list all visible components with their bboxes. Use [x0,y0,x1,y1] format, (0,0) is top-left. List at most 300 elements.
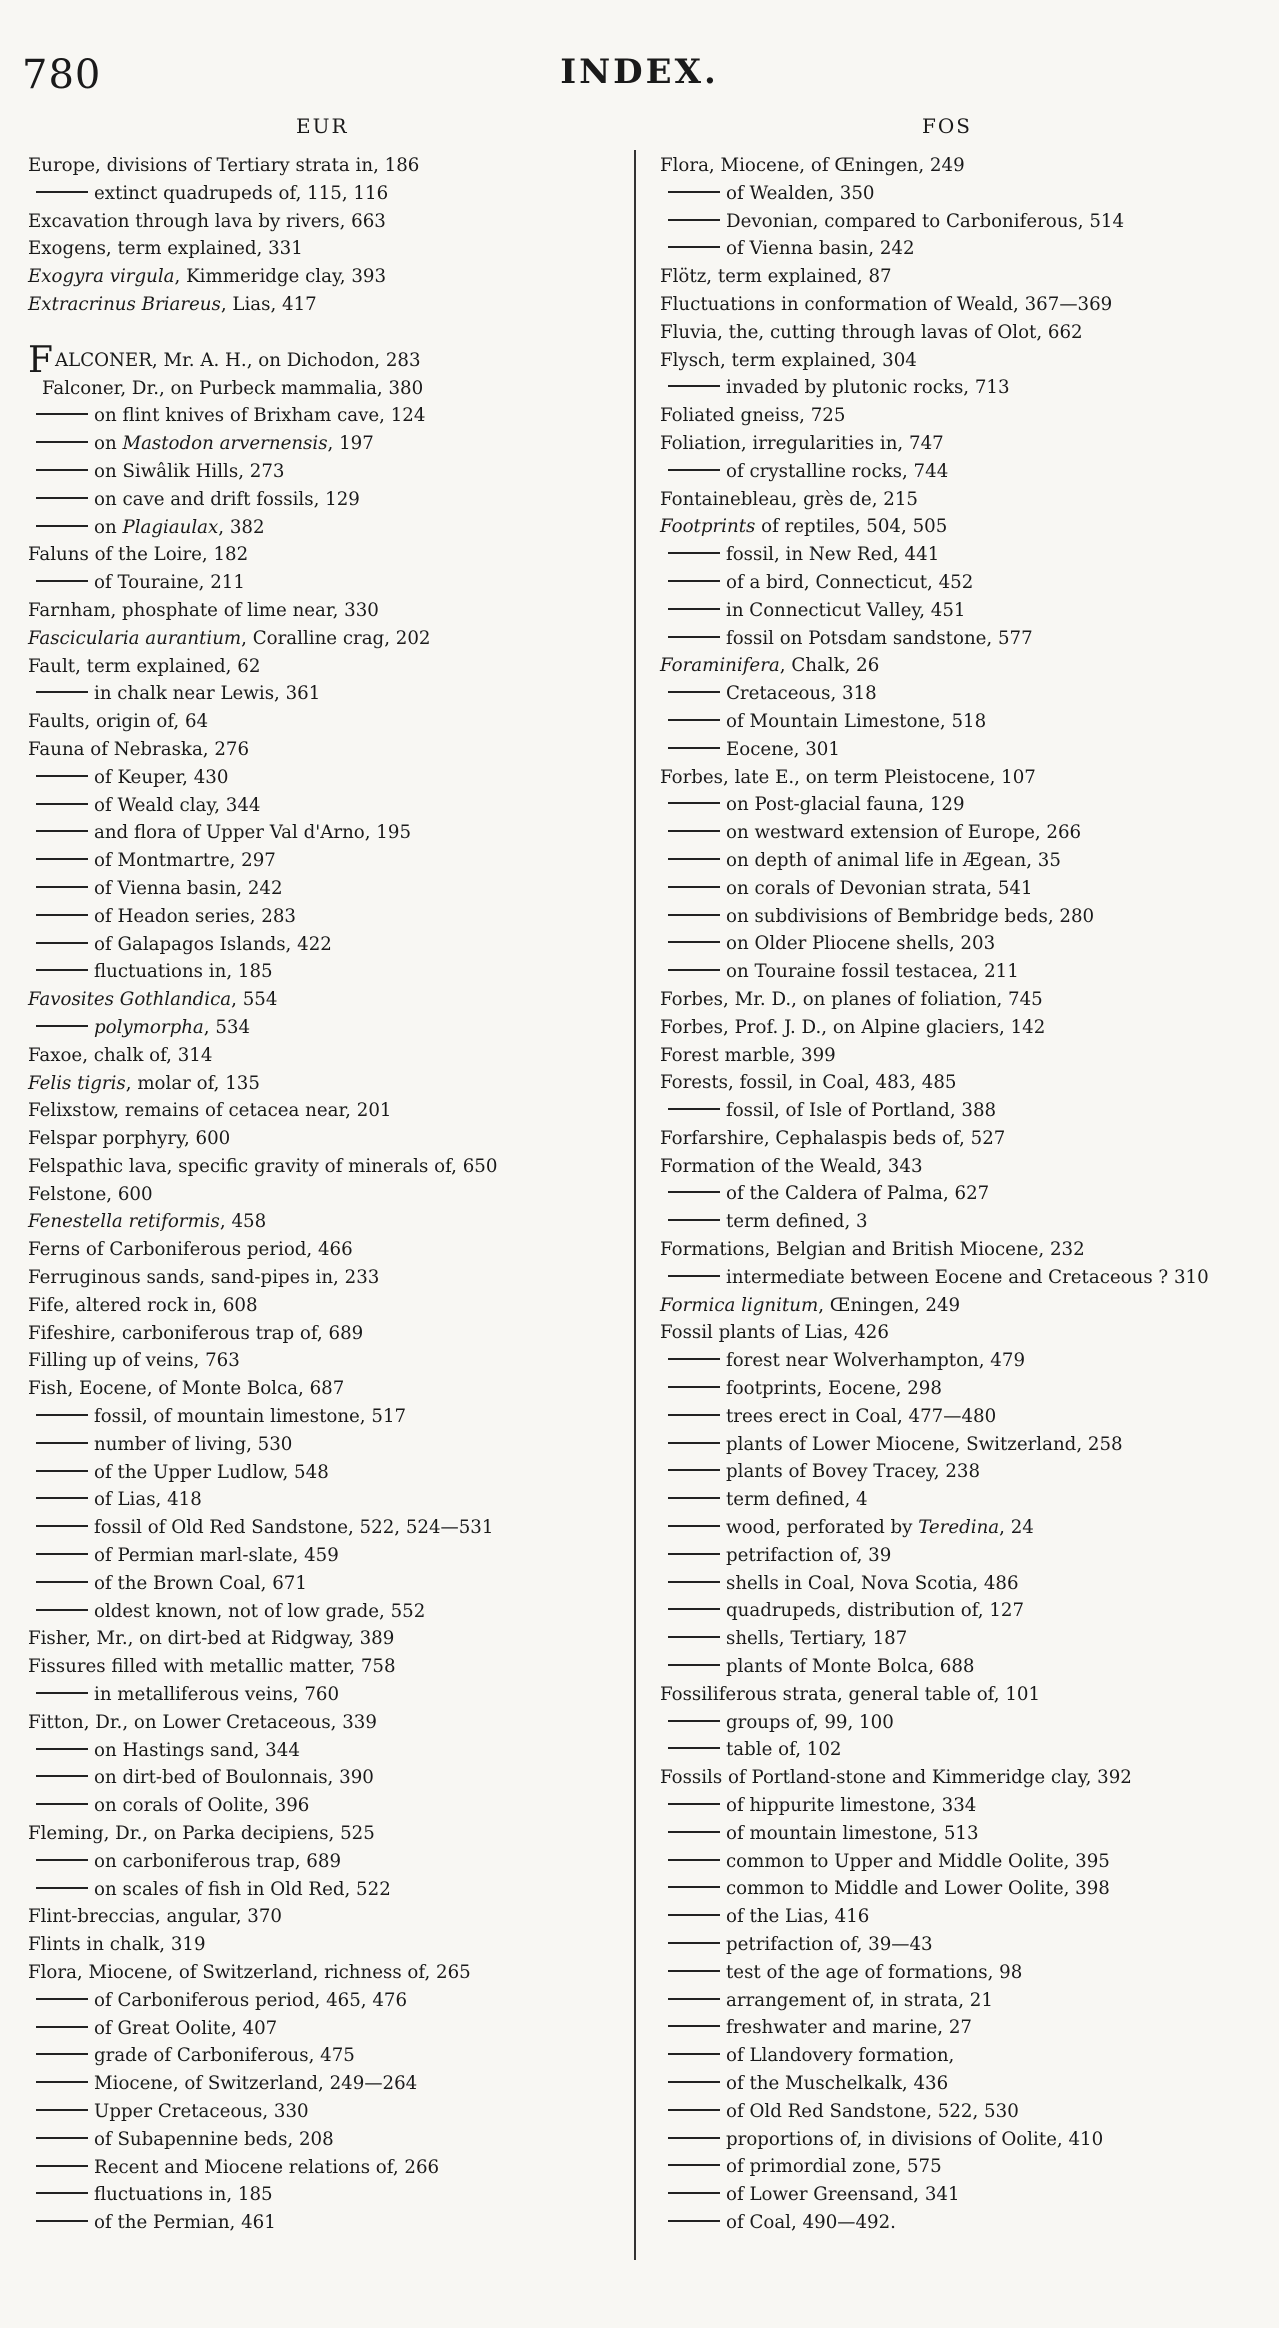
ditto-dash [668,691,720,693]
index-subentry [660,2042,1272,2070]
index-subentry [660,235,1272,263]
index-entry [28,1820,626,1848]
ditto-dash [668,608,720,610]
ditto-dash [36,858,88,860]
entry-text: Upper Cretaceous, 330 [94,2100,309,2122]
entry-text: on cave and drift fossils, 129 [94,488,360,510]
entry-text: , molar of, 135 [125,1072,260,1094]
index-subentry [660,1180,1272,1208]
index-entry [28,541,626,569]
entry-text: on Older Pliocene shells, 203 [726,933,996,955]
index-subentry [660,458,1272,486]
entry-text: Fault, term explained, 62 [28,655,261,677]
index-subentry [660,819,1272,847]
entry-text: , Kimmeridge clay, 393 [174,266,387,288]
index-entry [660,1125,1272,1153]
right-column-guide-word: FOS [922,114,972,138]
ditto-dash [668,1942,720,1944]
index-subentry [28,680,626,708]
entry-text: Recent and Miocene relations of, 266 [94,2156,440,2178]
index-entry [28,653,626,681]
ditto-dash [668,858,720,860]
entry-italic-term: polymorpha [94,1016,204,1038]
index-entry [660,764,1272,792]
ditto-dash [668,1386,720,1388]
entry-text: of Carboniferous period, 465, 476 [94,1989,408,2011]
entry-text: Ferruginous sands, sand-pipes in, 233 [28,1267,380,1289]
ditto-dash [668,1219,720,1221]
ditto-dash [36,2220,88,2222]
ditto-dash [668,1581,720,1583]
index-entry [660,430,1272,458]
ditto-dash [668,385,720,387]
entry-text: Forfarshire, Cephalaspis beds of, 527 [660,1127,1006,1149]
ditto-dash [36,1442,88,1444]
entry-text: Fissures filled with metallic matter, 758 [28,1656,396,1678]
ditto-dash [668,1859,720,1861]
ditto-dash [36,886,88,888]
index-entry [660,402,1272,430]
ditto-dash [668,1469,720,1471]
ditto-dash [36,497,88,499]
entry-text: Felstone, 600 [28,1183,153,1205]
entry-text: grade of Carboniferous, 475 [94,2045,355,2067]
index-subentry [28,1987,626,2015]
index-subentry [28,847,626,875]
ditto-dash [668,1191,720,1193]
entry-text: of Galapagos Islands, 422 [94,933,332,955]
entry-italic-term: Favosites Gothlandica [28,989,232,1011]
index-subentry [660,903,1272,931]
ditto-dash [36,413,88,415]
index-entry [28,1903,626,1931]
index-subentry [28,903,626,931]
entry-text: fluctuations in, 185 [94,961,273,983]
index-subentry [660,2153,1272,2181]
entry-text: Felspar porphyry, 600 [28,1128,231,1150]
entry-text: of the Permian, 461 [94,2212,276,2234]
index-entry [660,1236,1272,1264]
entry-text: of primordial zone, 575 [726,2156,942,2178]
entry-italic-term: Felis tigris [28,1072,126,1094]
entry-text: Flints in chalk, 319 [28,1934,206,1956]
index-subentry [660,1903,1272,1931]
page-number: 780 [22,52,102,98]
index-subentry [660,374,1272,402]
ditto-dash [668,191,720,193]
index-entry [660,1764,1272,1792]
index-subentry [28,1764,626,1792]
index-subentry [660,875,1272,903]
ditto-dash [668,1664,720,1666]
entry-text: of Wealden, 350 [726,182,875,204]
entry-text: Europe, divisions of Tertiary strata in, 186 [28,155,420,176]
entry-text: on Siwâlik Hills, 273 [94,460,285,482]
entry-text: Fish, Eocene, of Monte Bolca, 687 [28,1378,345,1400]
index-entry [660,319,1272,347]
entry-text: trees erect in Coal, 477—480 [726,1405,997,1427]
entry-text: intermediate between Eocene and Cretaceous ? 310 [726,1266,1209,1288]
entry-text: in Connecticut Valley, 451 [726,599,966,621]
entry-text: on westward extension of Europe, 266 [726,822,1082,844]
index-entry [660,1153,1272,1181]
ditto-dash [668,1914,720,1916]
index-subentry [28,1681,626,1709]
index-subentry [660,597,1272,625]
ditto-dash [668,2137,720,2139]
ditto-dash [36,441,88,443]
entry-text: Forest marble, 399 [660,1044,836,1066]
ditto-dash [36,775,88,777]
index-subentry [28,2070,626,2098]
entry-text: Fitton, Dr., on Lower Cretaceous, 339 [28,1711,377,1733]
entry-text: of Lower Greensand, 341 [726,2184,960,2206]
entry-text: of Montmartre, 297 [94,850,276,872]
entry-text: of crystalline rocks, 744 [726,460,949,482]
entry-text: test of the age of formations, 98 [726,1961,1023,1983]
entry-italic-term: Plagiaulax [122,516,219,538]
index-entry [28,208,626,236]
ditto-dash [36,2192,88,2194]
ditto-dash [36,191,88,193]
entry-text: Devonian, compared to Carboniferous, 514 [726,210,1125,232]
index-subentry [28,931,626,959]
entry-text: on subdivisions of Bembridge beds, 280 [726,905,1095,927]
entry-italic-term: Fascicularia aurantium [28,627,242,649]
entry-text: , 458 [219,1211,267,1233]
index-subentry [660,1931,1272,1959]
left-column-guide-word: EUR [296,114,349,138]
ditto-dash [36,1025,88,1027]
entry-text: Farnham, phosphate of lime near, 330 [28,599,379,621]
entry-text: Fife, altered rock in, 608 [28,1294,258,1316]
ditto-dash [36,1775,88,1777]
index-subentry [660,1875,1272,1903]
ditto-dash [668,1497,720,1499]
entry-text: of hippurite limestone, 334 [726,1795,977,1817]
index-subentry [28,2209,626,2237]
entry-text: plants of Bovey Tracey, 238 [726,1461,981,1483]
index-subentry [660,1542,1272,1570]
index-subentry [28,180,626,208]
index-subentry [28,1014,626,1042]
index-subentry [660,1486,1272,1514]
index-entry [660,652,1272,680]
index-subentry [660,1431,1272,1459]
page-title: INDEX. [560,52,719,92]
ditto-dash [668,2025,720,2027]
entry-text: Fontainebleau, grès de, 215 [660,488,918,510]
index-subentry [28,1431,626,1459]
entry-text: of Old Red Sandstone, 522, 530 [726,2100,1019,2122]
index-subentry [660,1959,1272,1987]
entry-text: on Hastings sand, 344 [94,1739,300,1761]
index-subentry [660,1597,1272,1625]
index-subentry [28,2098,626,2126]
index-entry [28,1042,626,1070]
index-subentry [28,875,626,903]
entry-text: plants of Lower Miocene, Switzerland, 258 [726,1433,1123,1455]
ditto-dash [668,1747,720,1749]
entry-text: , Coralline crag, 202 [241,627,431,649]
index-entry [28,1236,626,1264]
index-subentry [660,736,1272,764]
entry-text: of Vienna basin, 242 [726,238,915,260]
ditto-dash [668,802,720,804]
entry-text: on carboniferous trap, 689 [94,1850,342,1872]
index-subentry [660,1347,1272,1375]
entry-text: Faults, origin of, 64 [28,711,209,733]
ditto-dash [36,2026,88,2028]
entry-text: on corals of Devonian strata, 541 [726,877,1033,899]
entry-text: invaded by plutonic rocks, 713 [726,377,1010,399]
entry-text: number of living, 530 [94,1433,293,1455]
entry-text: footprints, Eocene, 298 [726,1378,942,1400]
ditto-dash [36,469,88,471]
index-subentry [28,1403,626,1431]
index-entry [28,736,626,764]
entry-text: Fossiliferous strata, general table of, 101 [660,1683,1041,1705]
entry-text: of mountain limestone, 513 [726,1822,979,1844]
ditto-dash [668,2109,720,2111]
entry-text: Forbes, Prof. J. D., on Alpine glaciers, 142 [660,1016,1046,1038]
index-entry [28,708,626,736]
index-subentry [660,1736,1272,1764]
ditto-dash [668,219,720,221]
ditto-dash [36,1859,88,1861]
entry-text: oldest known, not of low grade, 552 [94,1600,426,1622]
index-subentry [660,569,1272,597]
ditto-dash [36,1581,88,1583]
entry-text: plants of Monte Bolca, 688 [726,1656,975,1678]
entry-text: Flysch, term explained, 304 [660,349,917,371]
index-entry [660,1319,1272,1347]
index-entry [28,263,626,291]
index-subentry [660,1625,1272,1653]
drop-cap: F [28,339,53,381]
entry-text: Flint-breccias, angular, 370 [28,1906,282,1928]
ditto-dash [668,1108,720,1110]
ditto-dash [36,1470,88,1472]
entry-text: fossil, in New Red, 441 [726,544,940,566]
ditto-dash [36,2109,88,2111]
index-entry [28,1709,626,1737]
index-entry [28,986,626,1014]
entry-text: of a bird, Connecticut, 452 [726,571,974,593]
entry-text: , Lias, 417 [220,293,317,315]
index-subentry [660,2126,1272,2154]
index-subentry [660,625,1272,653]
entry-text: common to Middle and Lower Oolite, 398 [726,1878,1110,1900]
ditto-dash [668,886,720,888]
ditto-dash [668,914,720,916]
index-entry [660,152,1272,180]
index-subentry [28,514,626,542]
entry-text: Foliated gneiss, 725 [660,405,846,427]
entry-text: Felixstow, remains of cetacea near, 201 [28,1100,392,1122]
ditto-dash [668,246,720,248]
index-entry [660,1042,1272,1070]
entry-text: ALCONER, Mr. A. H., on Dichodon, 283 [54,349,421,371]
index-entry [28,625,626,653]
entry-text: , 534 [203,1016,251,1038]
ditto-dash [668,719,720,721]
index-subentry [660,791,1272,819]
index-subentry [660,930,1272,958]
index-subentry [660,1987,1272,2015]
index-entry [28,1959,626,1987]
ditto-dash [36,1692,88,1694]
ditto-dash [668,1442,720,1444]
entry-text: of Subapennine beds, 208 [94,2128,334,2150]
entry-text: Fisher, Mr., on dirt-bed at Ridgway, 389 [28,1628,395,1650]
index-subentry [660,2014,1272,2042]
index-entry [28,152,626,180]
index-entry [28,375,626,403]
ditto-dash [668,1636,720,1638]
entry-text: of Touraine, 211 [94,572,245,594]
entry-text: Forbes, late E., on term Pleistocene, 107 [660,766,1036,788]
entry-text: Eocene, 301 [726,738,840,760]
index-entry [660,263,1272,291]
entry-text: Miocene, of Switzerland, 249—264 [94,2073,418,2095]
entry-text: Fluvia, the, cutting through lavas of Olot, 662 [660,321,1083,343]
ditto-dash [36,2165,88,2167]
index-subentry [28,569,626,597]
entry-text: Forests, fossil, in Coal, 483, 485 [660,1072,957,1094]
ditto-dash [36,2137,88,2139]
entry-text: Formations, Belgian and British Miocene, 232 [660,1239,1085,1261]
column-divider [634,150,636,2260]
ditto-dash [668,552,720,554]
ditto-dash [36,1553,88,1555]
entry-italic-term: Footprints [660,516,756,538]
entry-text: proportions of, in divisions of Oolite, 410 [726,2128,1104,2150]
index-subentry [660,1264,1272,1292]
entry-text: Faxoe, chalk of, 314 [28,1044,213,1066]
entry-text: of the Brown Coal, 671 [94,1572,307,1594]
ditto-dash [36,914,88,916]
entry-text: term defined, 3 [726,1211,868,1233]
ditto-dash [668,830,720,832]
ditto-dash [36,969,88,971]
ditto-dash [668,1720,720,1722]
ditto-dash [36,691,88,693]
entry-text: on Touraine fossil testacea, 211 [726,961,1019,983]
entry-italic-term: Fenestella retiformis [28,1211,220,1233]
index-entry [28,1653,626,1681]
entry-text: Forbes, Mr. D., on planes of foliation, 745 [660,988,1043,1010]
ditto-dash [668,1998,720,2000]
entry-prefix: on [94,516,123,538]
index-subentry [28,1598,626,1626]
index-subentry [28,1542,626,1570]
index-subentry [660,1375,1272,1403]
ditto-dash [668,1275,720,1277]
entry-italic-term: Mastodon arvernensis [122,433,328,455]
index-subentry [28,458,626,486]
ditto-dash [36,1887,88,1889]
entry-text: Foliation, irregularities in, 747 [660,432,944,454]
ditto-dash [36,1803,88,1805]
index-entry [28,597,626,625]
ditto-dash [668,941,720,943]
entry-text: forest near Wolverhampton, 479 [726,1350,1026,1372]
entry-text: on Post-glacial fauna, 129 [726,794,965,816]
left-index-column [28,152,626,2237]
index-subentry [28,764,626,792]
entry-text: , Œningen, 249 [818,1294,961,1316]
entry-text: of Coal, 490—492. [726,2211,896,2233]
entry-text: Fossils of Portland-stone and Kimmeridge clay, 392 [660,1767,1132,1789]
ditto-dash [36,1525,88,1527]
index-subentry [660,1514,1272,1542]
ditto-dash [36,803,88,805]
entry-text: fossil, of Isle of Portland, 388 [726,1100,997,1122]
index-entry [660,1014,1272,1042]
entry-text: Faluns of the Loire, 182 [28,544,249,566]
index-subentry [660,2209,1272,2237]
index-entry [28,1347,626,1375]
ditto-dash [668,1831,720,1833]
ditto-dash [36,2053,88,2055]
entry-text: shells, Tertiary, 187 [726,1628,908,1650]
ditto-dash [36,1497,88,1499]
entry-text: Fluctuations in conformation of Weald, 367—369 [660,293,1113,315]
entry-text: Fossil plants of Lias, 426 [660,1322,889,1344]
entry-text: , 382 [218,516,265,538]
index-subentry [660,1820,1272,1848]
index-subentry [660,1208,1272,1236]
entry-spacer [28,319,626,347]
index-subentry [28,958,626,986]
entry-text: groups of, 99, 100 [726,1711,894,1733]
ditto-dash [668,2053,720,2055]
index-entry [660,1681,1272,1709]
ditto-dash [668,1608,720,1610]
entry-text: of Mountain Limestone, 518 [726,710,987,732]
ditto-dash [668,1803,720,1805]
entry-text: on dirt-bed of Boulonnais, 390 [94,1767,374,1789]
entry-italic-term: Formica lignitum [660,1294,819,1316]
index-subentry [660,1403,1272,1431]
index-entry [660,486,1272,514]
entry-text: of Lias, 418 [94,1489,202,1511]
index-entry [28,291,626,319]
entry-text: on corals of Oolite, 396 [94,1795,310,1817]
ditto-dash [668,2220,720,2222]
index-entry [660,1069,1272,1097]
entry-text: , 197 [327,433,374,455]
index-subentry [28,402,626,430]
entry-text: of the Lias, 416 [726,1906,870,1928]
entry-text: of Vienna basin, 242 [94,877,283,899]
entry-text: of the Caldera of Palma, 627 [726,1183,990,1205]
index-subentry [28,2042,626,2070]
index-subentry [660,680,1272,708]
entry-text: Filling up of veins, 763 [28,1350,240,1372]
index-entry [28,339,626,381]
entry-text: Ferns of Carboniferous period, 466 [28,1239,353,1261]
entry-text: common to Upper and Middle Oolite, 395 [726,1850,1110,1872]
entry-text: fluctuations in, 185 [94,2184,273,2206]
entry-text: fossil of Old Red Sandstone, 522, 524—531 [94,1517,494,1539]
ditto-dash [668,636,720,638]
entry-text: Flora, Miocene, of Œningen, 249 [660,155,965,176]
index-entry [28,1125,626,1153]
entry-italic-term: Teredina [918,1517,1000,1539]
index-subentry [28,486,626,514]
